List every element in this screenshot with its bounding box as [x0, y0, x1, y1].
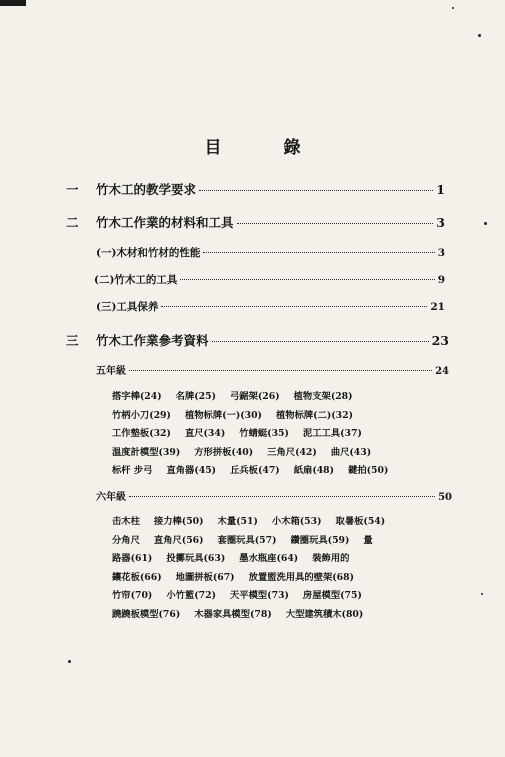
dot-leader	[180, 279, 434, 280]
toc-entry	[94, 272, 445, 287]
item-entry: 小竹籃(72)	[166, 590, 216, 602]
dot-leader	[212, 341, 429, 342]
item-line	[112, 587, 399, 606]
item-entry: 搭字棒(24)	[112, 391, 162, 402]
toc-entry-page: 1	[436, 182, 445, 197]
item-entry: 墨水瓶座(64)	[239, 553, 299, 565]
item-entry: 直尺(34)	[184, 428, 226, 440]
scan-corner-mark	[0, 0, 26, 6]
toc-entry-label: (二)竹木工的工具	[94, 274, 178, 286]
grade-page: 24	[435, 366, 449, 377]
item-entry: 丘兵板(47)	[230, 465, 280, 477]
item-line	[112, 569, 399, 588]
item-entry: 竹蜻蜓(35)	[239, 428, 289, 440]
toc-section-number: 二	[66, 215, 79, 230]
item-entry: 直角尺(56)	[153, 534, 204, 546]
toc-entry-label: 竹木工作業參考資料	[96, 333, 209, 348]
toc-section-number: 三	[66, 333, 79, 348]
item-entry: 鍵拍(50)	[348, 465, 389, 477]
toc-entry	[96, 245, 445, 260]
item-entry: 套圈玩具(57)	[217, 534, 277, 546]
item-entry: 小木箱(53)	[271, 516, 322, 527]
scan-speck	[478, 34, 481, 37]
item-entry: 紙扇(48)	[293, 465, 335, 477]
toc-grade5	[96, 362, 449, 377]
item-line	[112, 388, 402, 407]
toc-entry-page: 9	[437, 274, 445, 286]
toc-grade6	[96, 488, 452, 503]
dot-leader	[129, 496, 435, 497]
item-line	[112, 425, 402, 444]
item-entry: 分角尺	[112, 534, 140, 546]
item-entry: 植物标牌(一)(30)	[184, 409, 262, 421]
item-entry: 蹺蹺板模型(76)	[112, 608, 181, 620]
item-entry: 曲尺(43)	[330, 446, 372, 458]
dot-leader	[161, 306, 427, 307]
item-entry: 击木柱	[112, 516, 140, 527]
item-entry: 投擲玩具(63)	[166, 553, 226, 565]
dot-leader	[237, 223, 434, 224]
item-entry: 标杆 步弓	[112, 465, 153, 477]
item-entry: 量	[363, 534, 373, 546]
dot-leader	[129, 370, 432, 371]
item-entry: 植物支架(28)	[293, 391, 353, 402]
item-entry: 接力棒(50)	[153, 516, 204, 527]
scan-speck	[484, 222, 487, 225]
item-entry: 三角尺(42)	[267, 446, 317, 458]
item-entry: 温度計模型(39)	[112, 446, 181, 458]
item-entry: 鑲花板(66)	[112, 571, 162, 583]
grade5-items	[112, 388, 402, 481]
item-entry: 裝飾用的	[312, 553, 350, 565]
toc-entry-label: 竹木工的教学要求	[96, 182, 197, 197]
toc-entry-page: 3	[437, 247, 445, 259]
toc-entry	[96, 180, 445, 198]
item-entry: 大型建筑積木(80)	[285, 608, 364, 620]
dot-leader	[199, 190, 433, 191]
toc-entry	[96, 299, 445, 314]
item-entry: 鑽圈玩具(59)	[290, 534, 350, 546]
toc-entry-label: (三)工具保养	[96, 301, 159, 313]
grade-label: 六年級	[96, 492, 126, 503]
item-entry: 竹柄小刀(29)	[112, 409, 171, 421]
item-entry: 路器(61)	[112, 553, 153, 565]
item-entry: 木器家具模型(78)	[194, 608, 272, 620]
item-entry: 工作墊板(32)	[112, 428, 171, 440]
scan-speck	[481, 593, 483, 595]
toc-entry-page: 21	[430, 301, 445, 313]
item-entry: 房屋模型(75)	[302, 590, 362, 602]
item-entry: 植物标牌(二)(32)	[275, 409, 353, 421]
item-entry: 名牌(25)	[175, 391, 216, 402]
page-title: 目 錄	[204, 138, 329, 158]
grade6-items	[112, 513, 399, 625]
item-entry: 木量(51)	[217, 516, 258, 527]
toc-entry-label: (一)木材和竹材的性能	[96, 247, 201, 259]
item-entry: 泥工工具(37)	[302, 428, 362, 440]
item-line	[112, 444, 402, 463]
toc-section-number: 一	[66, 182, 79, 197]
item-entry: 放置盥洗用具的壁架(68)	[248, 571, 354, 583]
toc-entry-page: 23	[431, 333, 449, 348]
toc-entry	[96, 213, 445, 231]
item-line	[112, 462, 402, 481]
item-line	[112, 532, 399, 551]
item-entry: 天平模型(73)	[229, 590, 289, 602]
item-entry: 地圖拼板(67)	[175, 571, 235, 583]
item-entry: 方形拼板(40)	[194, 446, 254, 458]
toc-entry	[96, 331, 449, 349]
item-entry: 竹帘(70)	[112, 590, 153, 602]
scan-speck	[68, 660, 71, 663]
grade-page: 50	[438, 492, 452, 503]
item-line	[112, 407, 402, 426]
item-line	[112, 606, 399, 625]
toc-entry-label: 竹木工作業的材料和工具	[96, 215, 234, 230]
scan-speck	[452, 7, 454, 9]
item-entry: 取暑板(54)	[335, 516, 386, 527]
dot-leader	[203, 252, 434, 253]
grade-label: 五年級	[96, 366, 126, 377]
item-line	[112, 550, 399, 569]
item-line	[112, 513, 399, 532]
item-entry: 直角器(45)	[166, 465, 217, 477]
item-entry: 弓鋸架(26)	[229, 391, 280, 402]
toc-entry-page: 3	[436, 215, 445, 230]
